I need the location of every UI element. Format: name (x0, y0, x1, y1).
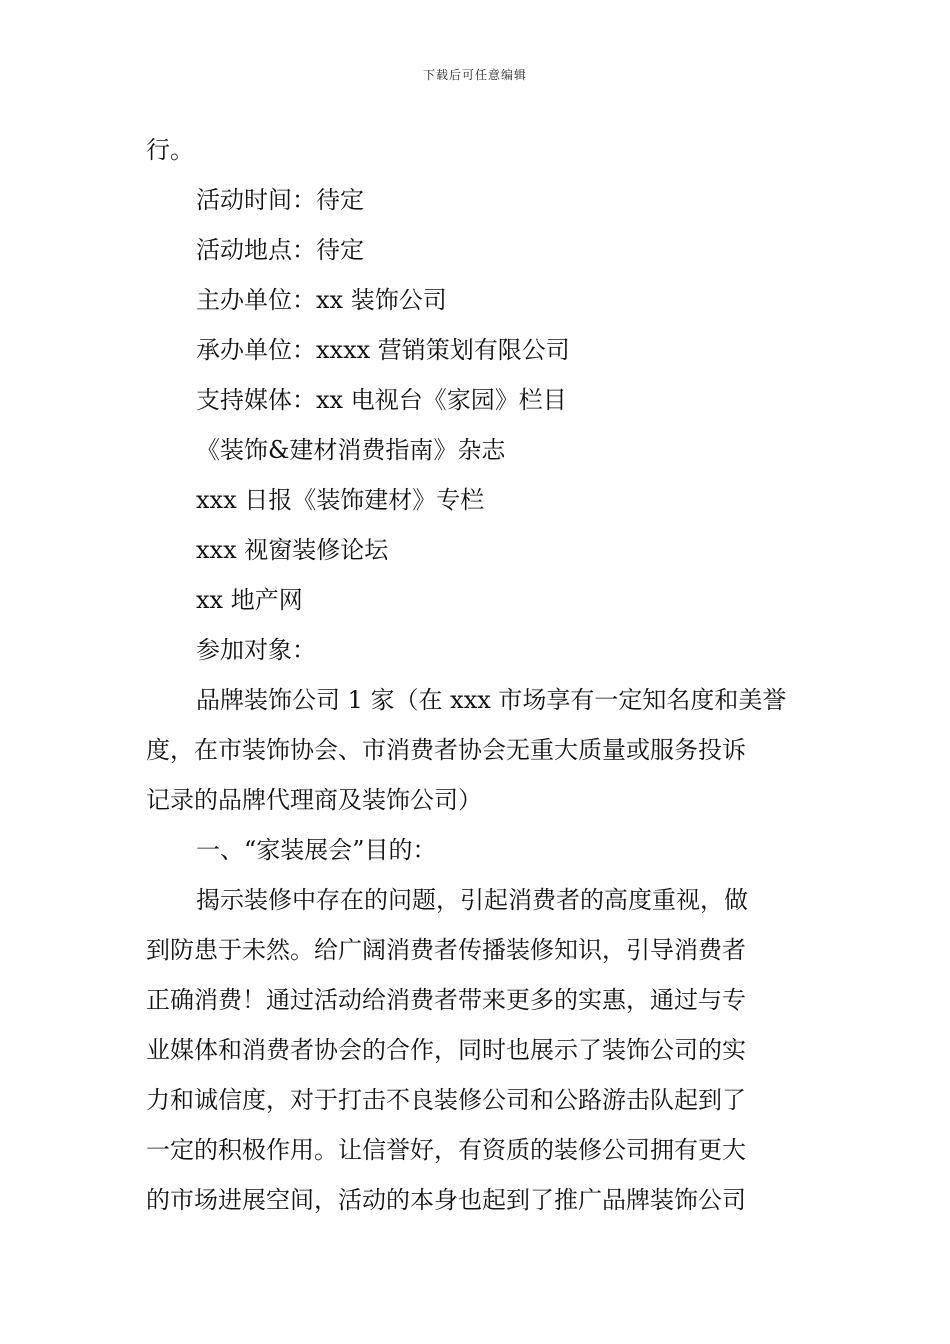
co-organizer: 承办单位：xxxx 营销策划有限公司 (196, 336, 570, 364)
participants-paragraph-line: 度，在市装饰协会、市消费者协会无重大质量或服务投诉 (146, 736, 746, 764)
participants-paragraph-line: 品牌装饰公司 1 家（在 xxx 市场享有一定知名度和美誉 (196, 686, 787, 714)
purpose-paragraph-line: 揭示装修中存在的问题，引起消费者的高度重视，做 (196, 886, 748, 914)
participants-paragraph-line: 记录的品牌代理商及装饰公司） (146, 786, 482, 814)
purpose-paragraph-line: 正确消费！通过活动给消费者带来更多的实惠，通过与专 (146, 986, 746, 1014)
media-item-magazine: 《装饰&建材消费指南》杂志 (196, 436, 506, 464)
section-heading: 一、“家装展会”目的： (196, 836, 437, 864)
participants-label: 参加对象： (196, 636, 316, 664)
purpose-paragraph-line: 到防患于未然。给广阔消费者传播装修知识，引导消费者 (146, 936, 746, 964)
media-item-daily: xxx 日报《装饰建材》专栏 (196, 486, 485, 514)
continuation-line: 行。 (146, 136, 194, 164)
purpose-paragraph-line: 一定的积极作用。让信誉好，有资质的装修公司拥有更大 (146, 1136, 746, 1164)
media-item-realestate: xx 地产网 (196, 586, 303, 614)
page-header: 下载后可任意编辑 (422, 68, 527, 82)
purpose-paragraph-line: 力和诚信度，对于打击不良装修公司和公路游击队起到了 (146, 1086, 746, 1114)
activity-location: 活动地点：待定 (196, 236, 364, 264)
purpose-paragraph-line: 业媒体和消费者协会的合作，同时也展示了装饰公司的实 (146, 1036, 746, 1064)
purpose-paragraph-line: 的市场进展空间，活动的本身也起到了推广品牌装饰公司 (146, 1186, 746, 1214)
activity-time: 活动时间：待定 (196, 186, 364, 214)
organizer: 主办单位：xx 装饰公司 (196, 286, 447, 314)
document-body (146, 125, 810, 1225)
supporting-media: 支持媒体：xx 电视台《家园》栏目 (196, 386, 567, 414)
media-item-forum: xxx 视窗装修论坛 (196, 536, 389, 564)
